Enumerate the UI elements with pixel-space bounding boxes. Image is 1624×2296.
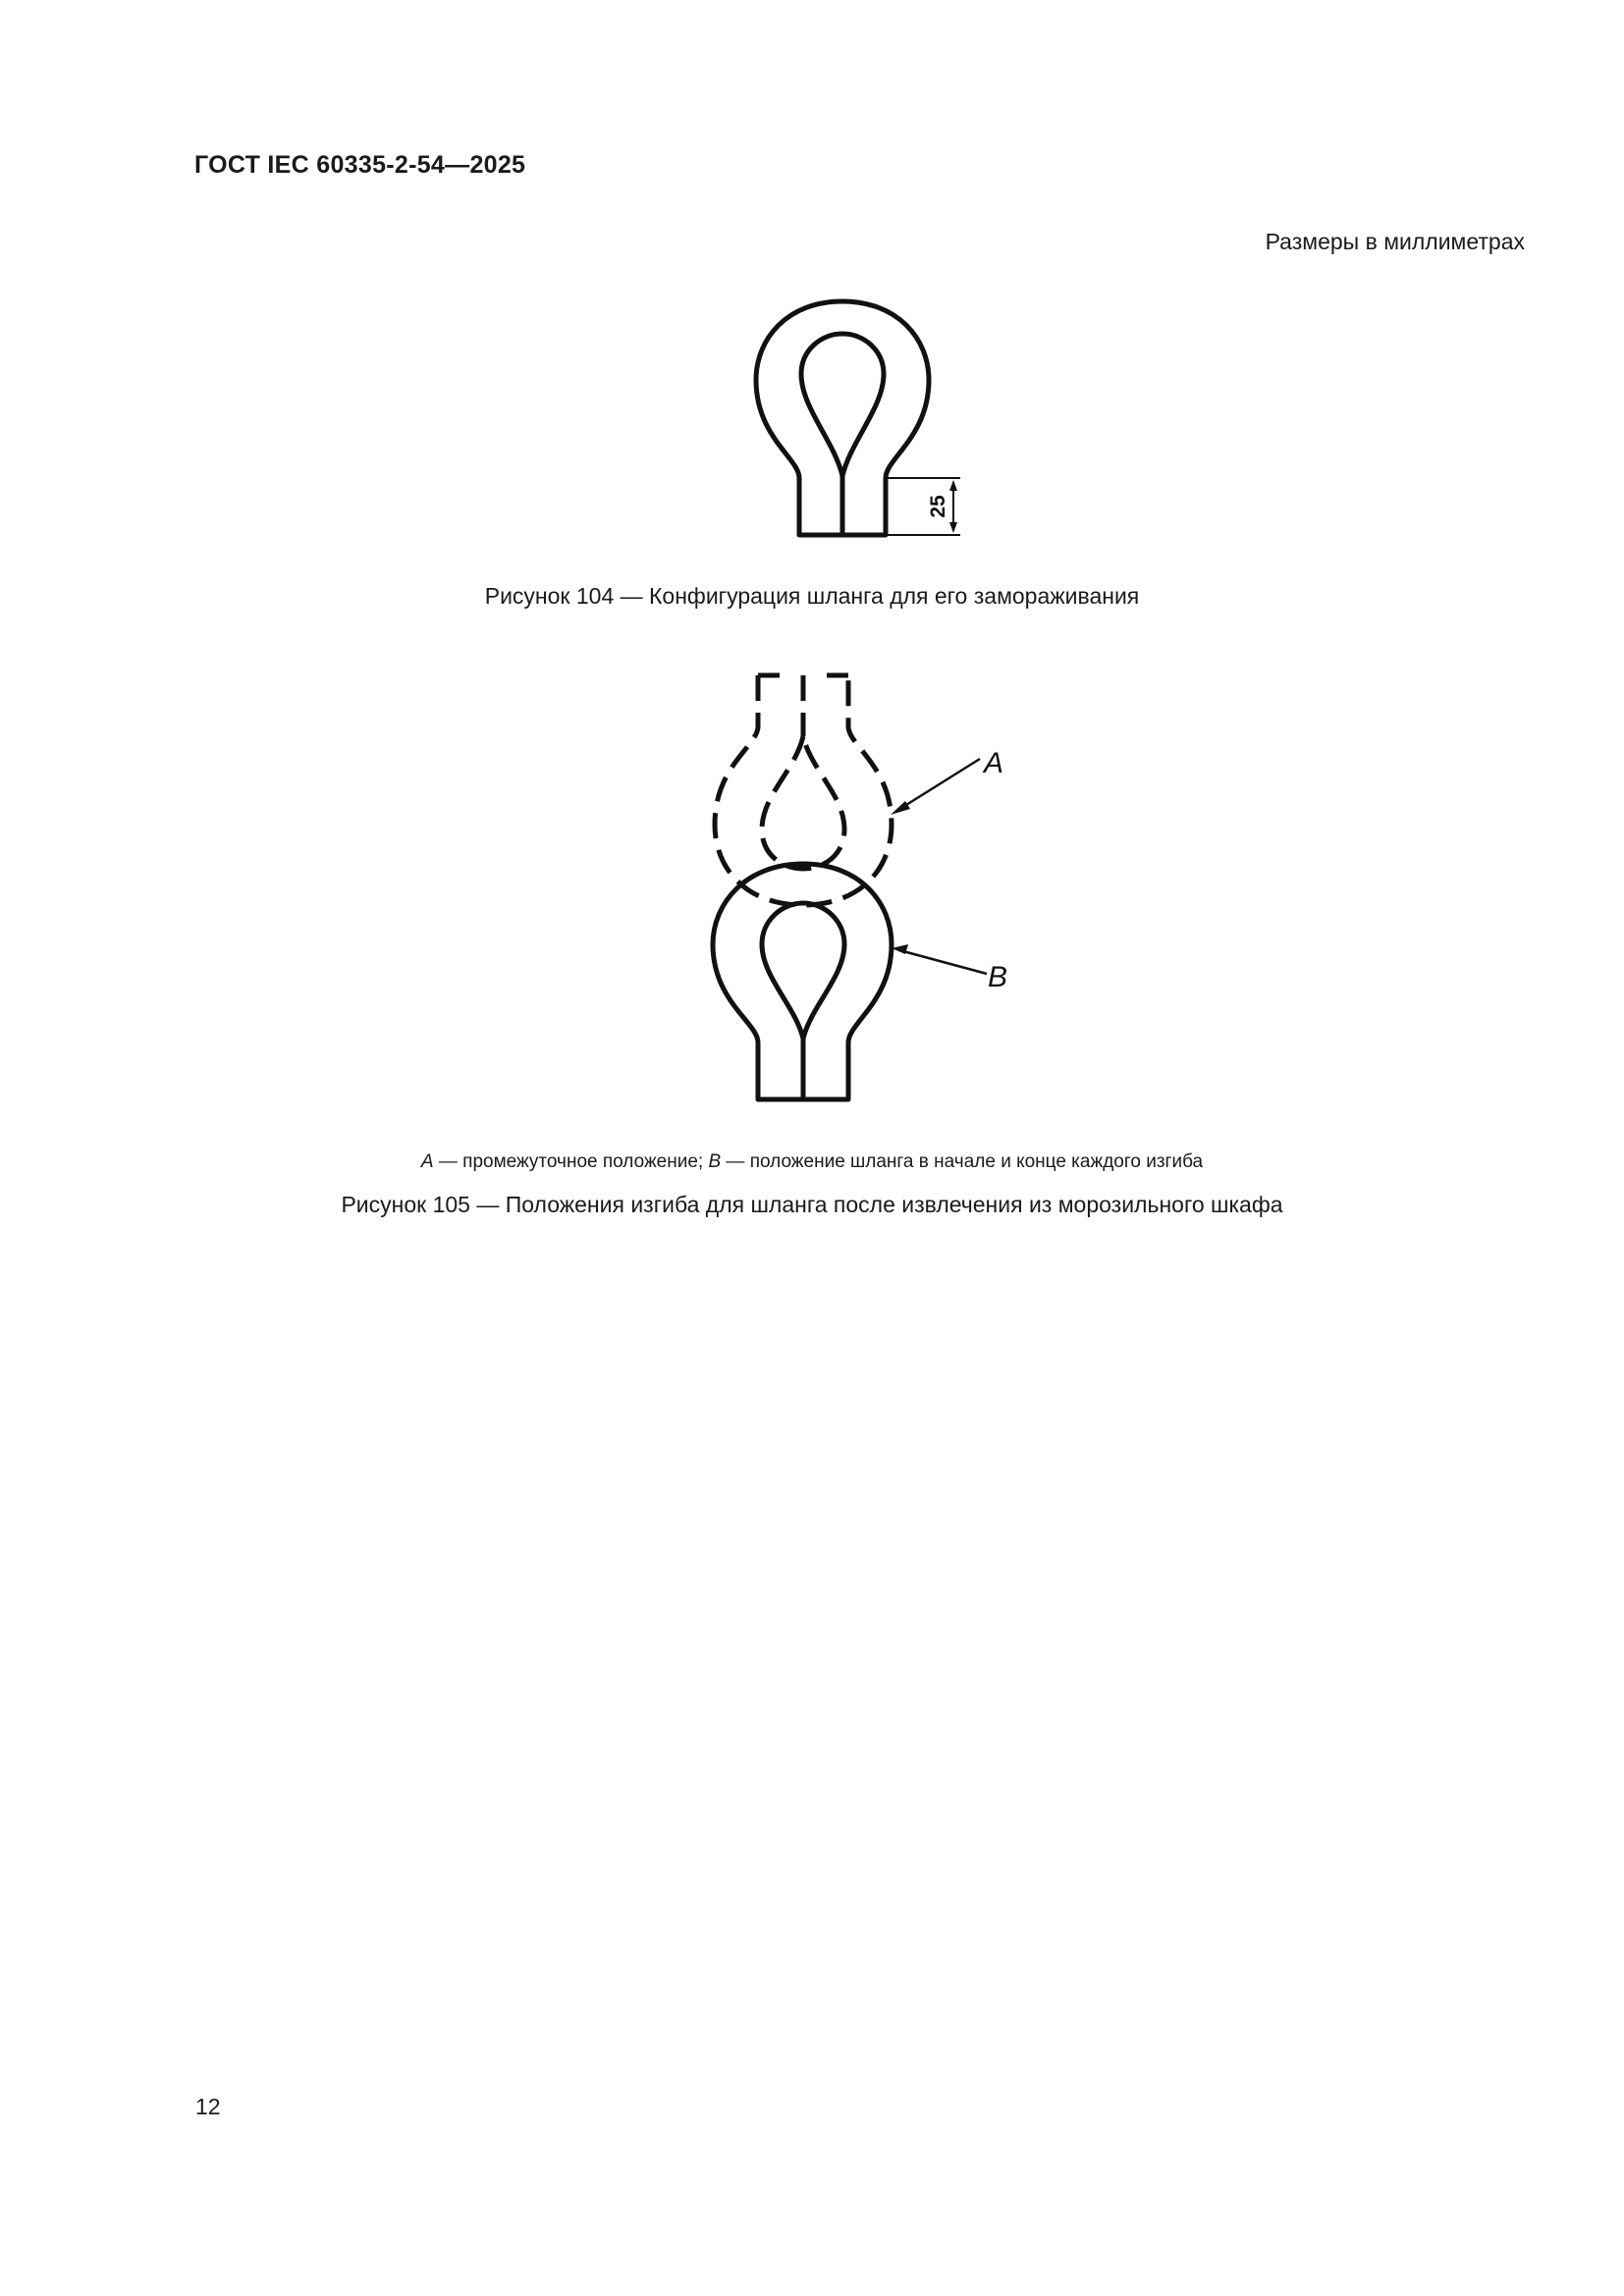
hose-position-a (715, 675, 892, 905)
units-note: Размеры в миллиметрах (1265, 229, 1525, 254)
label-a: A (984, 747, 1004, 779)
document-title: ГОСТ IEC 60335-2-54—2025 (194, 151, 526, 179)
figure-104-drawing (727, 290, 992, 555)
leader-b (892, 944, 987, 974)
hose-position-b (713, 864, 892, 1099)
legend-key-b: B (708, 1151, 722, 1172)
legend-text-b: — положение шланга в начале и конце каждого изгиба (721, 1151, 1204, 1172)
figure-105-caption: Рисунок 105 — Положения изгиба для шланга после извлечения из морозильного шкафа (341, 1192, 1283, 1217)
leader-a (891, 759, 980, 815)
legend-key-a: A (420, 1151, 434, 1172)
label-b: B (988, 961, 1008, 993)
figure-105-drawing (687, 667, 1041, 1119)
hose-inner-loop (801, 334, 884, 476)
figure-104-caption: Рисунок 104 — Конфигурация шланга для его замораживания (484, 583, 1140, 609)
dimension-label: 25 (927, 495, 949, 518)
legend-text-a: — промежуточное положение; (433, 1151, 709, 1172)
page-number: 12 (195, 2094, 221, 2119)
figure-105-legend (0, 1151, 1624, 1173)
